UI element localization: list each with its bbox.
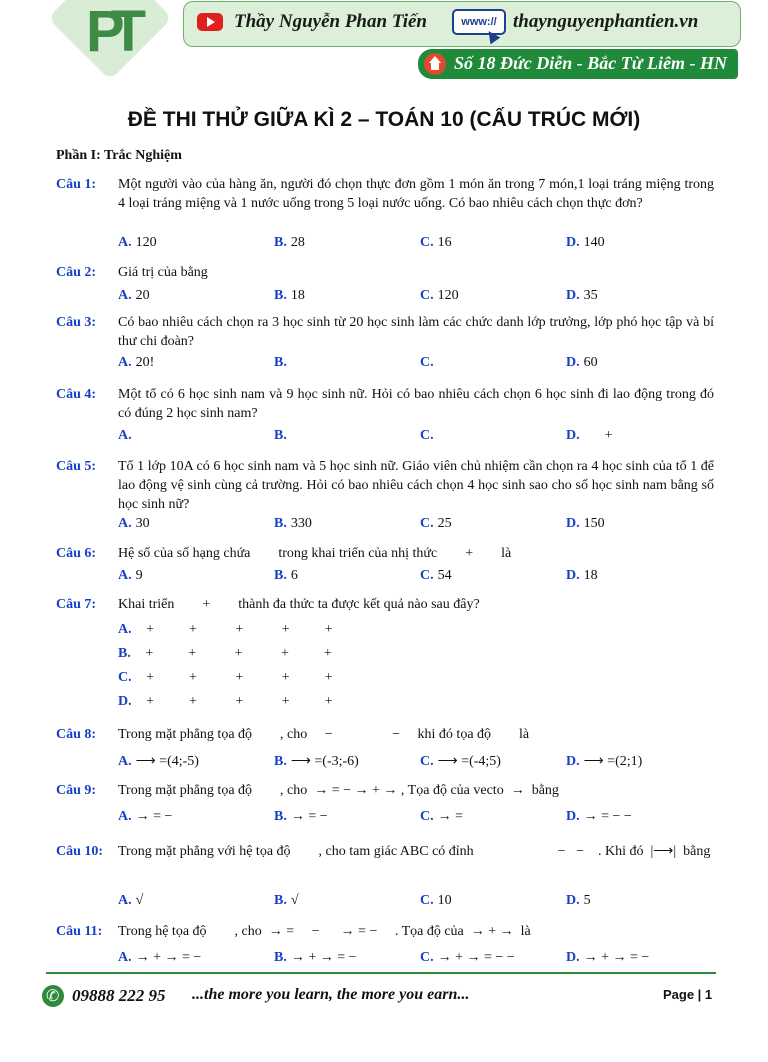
question-number: Câu 4: bbox=[56, 387, 97, 402]
option-value: 18 bbox=[290, 288, 305, 303]
option-value: 20 bbox=[135, 288, 150, 303]
question-6 bbox=[56, 544, 716, 586]
option-c[interactable] bbox=[420, 807, 463, 826]
option-letter: D. bbox=[566, 288, 580, 303]
question-number: Câu 3: bbox=[56, 315, 97, 330]
option-value: + + + + + bbox=[134, 646, 332, 661]
option-letter: D. bbox=[566, 568, 580, 583]
option-value: 60 bbox=[583, 355, 598, 370]
question-number: Câu 8: bbox=[56, 727, 97, 742]
option-value: 20! bbox=[135, 355, 155, 370]
option-d[interactable] bbox=[566, 286, 598, 305]
answer-options bbox=[118, 286, 716, 305]
logo bbox=[48, 0, 176, 88]
option-letter: C. bbox=[420, 568, 434, 583]
option-d[interactable] bbox=[118, 692, 333, 711]
option-value: 25 bbox=[437, 516, 452, 531]
option-a[interactable] bbox=[118, 807, 172, 826]
option-value: 28 bbox=[290, 235, 305, 250]
home-icon bbox=[424, 53, 446, 75]
option-letter: D. bbox=[566, 950, 580, 965]
option-letter: D. bbox=[566, 893, 580, 908]
option-value: + + + + + bbox=[135, 622, 333, 637]
question-1 bbox=[56, 175, 716, 255]
answer-options bbox=[118, 891, 716, 910]
option-letter: A. bbox=[118, 809, 132, 824]
option-letter: C. bbox=[420, 288, 434, 303]
option-value: + bbox=[583, 428, 613, 443]
option-a[interactable] bbox=[118, 353, 154, 372]
option-letter: C. bbox=[420, 235, 434, 250]
option-letter: A. bbox=[118, 893, 132, 908]
phone-icon bbox=[42, 985, 64, 1007]
question-number: Câu 9: bbox=[56, 783, 97, 798]
option-value: 9 bbox=[135, 568, 143, 583]
option-c[interactable] bbox=[420, 891, 452, 910]
answer-options bbox=[118, 752, 716, 771]
footer-divider bbox=[46, 972, 716, 974]
question-number: Câu 5: bbox=[56, 459, 97, 474]
question-text: Hệ số của số hạng chứa trong khai triển của nhị thức + là bbox=[118, 546, 512, 561]
option-letter: A. bbox=[118, 428, 132, 443]
website-link[interactable]: thaynguyenphantien.vn bbox=[513, 11, 699, 32]
question-10 bbox=[56, 842, 716, 908]
option-letter: C. bbox=[420, 355, 434, 370]
page-number: Page | 1 bbox=[663, 987, 713, 1002]
option-letter: D. bbox=[566, 516, 580, 531]
option-letter: B. bbox=[274, 516, 287, 531]
option-value: ⟶ =(4;-5) bbox=[135, 754, 199, 769]
option-b[interactable] bbox=[274, 514, 312, 533]
option-a[interactable] bbox=[118, 752, 199, 771]
option-b[interactable] bbox=[274, 353, 291, 372]
option-letter: D. bbox=[566, 428, 580, 443]
question-text: Một người vào của hàng ăn, người đó chọn thực đơn gồm 1 món ăn trong 7 món,1 loại tráng miệng trong 4 loại tráng miệng và 1 nước uống trong 5 loại nước uống. Có bao nhiêu cách chọn thực đơn? bbox=[118, 177, 714, 211]
answer-options bbox=[118, 426, 716, 445]
option-value: 35 bbox=[583, 288, 598, 303]
option-c[interactable] bbox=[118, 668, 333, 687]
option-letter: C. bbox=[420, 809, 434, 824]
question-11 bbox=[56, 922, 716, 968]
option-value: → = − bbox=[135, 809, 173, 824]
option-b[interactable] bbox=[274, 566, 298, 585]
option-d[interactable] bbox=[566, 233, 605, 252]
question-text: Trong hệ tọa độ , cho → = − → = − . Tọa độ của → + → là bbox=[118, 924, 531, 939]
option-letter: C. bbox=[420, 950, 434, 965]
option-letter: A. bbox=[118, 622, 132, 637]
option-letter: B. bbox=[274, 754, 287, 769]
option-c[interactable] bbox=[420, 233, 452, 252]
question-number: Câu 6: bbox=[56, 546, 97, 561]
option-value: 10 bbox=[437, 893, 452, 908]
option-letter: B. bbox=[274, 568, 287, 583]
question-7 bbox=[56, 595, 716, 715]
option-value: 5 bbox=[583, 893, 591, 908]
option-letter: D. bbox=[566, 235, 580, 250]
option-d[interactable] bbox=[566, 752, 642, 771]
option-value: √ bbox=[290, 893, 299, 908]
option-d[interactable] bbox=[566, 514, 605, 533]
option-value: 6 bbox=[290, 568, 298, 583]
option-value: 54 bbox=[437, 568, 452, 583]
option-letter: B. bbox=[274, 428, 287, 443]
option-d[interactable] bbox=[566, 948, 649, 967]
phone-number[interactable]: 09888 222 95 bbox=[72, 986, 166, 1005]
option-letter: C. bbox=[420, 428, 434, 443]
option-value: 16 bbox=[437, 235, 452, 250]
option-value: 140 bbox=[583, 235, 605, 250]
option-value: → = − bbox=[290, 809, 328, 824]
question-text: Trong mặt phẳng tọa độ , cho → = − → + → , Tọa độ của vecto → bằng bbox=[118, 783, 559, 798]
option-letter: D. bbox=[566, 355, 580, 370]
question-text: Khai triển + thành đa thức ta được kết quả nào sau đây? bbox=[118, 597, 480, 612]
option-letter: B. bbox=[274, 288, 287, 303]
option-d[interactable] bbox=[566, 807, 632, 826]
option-c[interactable] bbox=[420, 566, 452, 585]
option-a[interactable] bbox=[118, 948, 201, 967]
option-b[interactable] bbox=[118, 644, 332, 663]
footer-slogan: ...the more you learn, the more you earn... bbox=[192, 986, 470, 1003]
address-text: Số 18 Đức Diễn - Bắc Từ Liêm - HN bbox=[454, 53, 728, 73]
option-b[interactable] bbox=[274, 286, 305, 305]
option-c[interactable] bbox=[420, 514, 452, 533]
option-value: → = − − bbox=[583, 809, 632, 824]
option-d[interactable] bbox=[566, 566, 598, 585]
option-b[interactable] bbox=[274, 891, 299, 910]
option-letter: D. bbox=[566, 809, 580, 824]
option-value: → + → = − bbox=[290, 950, 357, 965]
answer-options bbox=[118, 353, 716, 372]
option-a[interactable] bbox=[118, 620, 333, 639]
question-3 bbox=[56, 313, 716, 375]
logo-text: PT bbox=[86, 0, 133, 64]
option-d[interactable] bbox=[566, 426, 613, 445]
question-text: Một tổ có 6 học sinh nam và 9 học sinh nữ. Hỏi có bao nhiêu cách chọn 6 học sinh đi lao động trong đó có đúng 2 học sinh nam? bbox=[118, 387, 714, 421]
option-a[interactable] bbox=[118, 426, 136, 445]
option-value: → + → = − bbox=[135, 950, 202, 965]
option-value: 330 bbox=[290, 516, 312, 531]
question-number: Câu 1: bbox=[56, 177, 97, 192]
question-text: Trong mặt phẳng với hệ tọa độ , cho tam giác ABC có đỉnh − − . Khi đó |⟶| bằng bbox=[118, 844, 711, 859]
option-a[interactable] bbox=[118, 891, 143, 910]
option-letter: D. bbox=[566, 754, 580, 769]
option-letter: A. bbox=[118, 355, 132, 370]
option-letter: B. bbox=[118, 646, 131, 661]
option-a[interactable] bbox=[118, 566, 143, 585]
option-value: ⟶ =(2;1) bbox=[583, 754, 643, 769]
question-5 bbox=[56, 457, 716, 537]
option-letter: B. bbox=[274, 355, 287, 370]
question-2 bbox=[56, 263, 716, 307]
option-a[interactable] bbox=[118, 514, 150, 533]
option-c[interactable] bbox=[420, 353, 438, 372]
option-value: 30 bbox=[135, 516, 150, 531]
option-value: + + + + + bbox=[135, 694, 333, 709]
option-d[interactable] bbox=[566, 353, 598, 372]
question-number: Câu 7: bbox=[56, 597, 97, 612]
option-value: ⟶ =(-3;-6) bbox=[290, 754, 359, 769]
option-d[interactable] bbox=[566, 891, 591, 910]
question-number: Câu 2: bbox=[56, 265, 97, 280]
option-letter: A. bbox=[118, 235, 132, 250]
option-letter: A. bbox=[118, 754, 132, 769]
answer-options bbox=[118, 566, 716, 585]
option-a[interactable] bbox=[118, 286, 150, 305]
answer-options bbox=[118, 807, 716, 826]
option-value: 120 bbox=[437, 288, 459, 303]
option-letter: B. bbox=[274, 893, 287, 908]
question-text: Giá trị của bằng bbox=[118, 265, 208, 280]
option-value: + + + + + bbox=[135, 670, 333, 685]
option-value: → + → = − bbox=[583, 950, 650, 965]
option-letter: C. bbox=[420, 754, 434, 769]
option-letter: A. bbox=[118, 568, 132, 583]
option-value: 120 bbox=[135, 235, 157, 250]
option-value: ⟶ =(-4;5) bbox=[437, 754, 501, 769]
option-letter: B. bbox=[274, 809, 287, 824]
option-value: 18 bbox=[583, 568, 598, 583]
option-value: → = bbox=[437, 809, 464, 824]
www-icon: www:// bbox=[452, 9, 506, 35]
option-letter: B. bbox=[274, 235, 287, 250]
option-value: → + → = − − bbox=[437, 950, 515, 965]
option-c[interactable] bbox=[420, 426, 438, 445]
section-heading: Phần I: Trắc Nghiệm bbox=[56, 148, 182, 163]
option-b[interactable] bbox=[274, 752, 359, 771]
option-letter: A. bbox=[118, 516, 132, 531]
question-number: Câu 10: bbox=[56, 844, 104, 859]
question-text: Có bao nhiêu cách chọn ra 3 học sinh từ 20 học sinh làm các chức danh lớp trưởng, lớp phó học tập và bí thư chi đoàn? bbox=[118, 315, 714, 349]
question-number: Câu 11: bbox=[56, 924, 103, 939]
option-value: 150 bbox=[583, 516, 605, 531]
option-b[interactable] bbox=[274, 807, 328, 826]
option-letter: B. bbox=[274, 950, 287, 965]
question-text: Trong mặt phẳng tọa độ , cho − − khi đó tọa độ là bbox=[118, 727, 530, 742]
option-letter: C. bbox=[420, 516, 434, 531]
option-letter: C. bbox=[420, 893, 434, 908]
option-letter: A. bbox=[118, 288, 132, 303]
option-c[interactable] bbox=[420, 752, 501, 771]
answer-options bbox=[118, 514, 716, 533]
answer-options bbox=[118, 233, 716, 252]
exam-title: ĐỀ THI THỬ GIỮA KÌ 2 – TOÁN 10 (CẤU TRÚC MỚI) bbox=[127, 108, 641, 131]
option-b[interactable] bbox=[274, 233, 305, 252]
option-letter: A. bbox=[118, 950, 132, 965]
option-b[interactable] bbox=[274, 948, 357, 967]
option-b[interactable] bbox=[274, 426, 291, 445]
question-9 bbox=[56, 781, 716, 825]
option-a[interactable] bbox=[118, 233, 157, 252]
question-8 bbox=[56, 725, 716, 771]
youtube-icon bbox=[197, 13, 223, 31]
question-text: Tổ 1 lớp 10A có 6 học sinh nam và 5 học sinh nữ. Giáo viên chủ nhiệm cần chọn ra 4 học sinh của tổ 1 để lao động vệ sinh cùng cả trường. Hỏi có bao nhiêu cách chọn 4 học sinh sao cho số học sinh nam bằng số học sinh nữ? bbox=[118, 459, 714, 512]
question-4 bbox=[56, 385, 716, 447]
option-value: √ bbox=[135, 893, 144, 908]
option-c[interactable] bbox=[420, 286, 459, 305]
channel-name[interactable]: Thầy Nguyễn Phan Tiến bbox=[234, 11, 427, 32]
option-letter: C. bbox=[118, 670, 132, 685]
option-letter: D. bbox=[118, 694, 132, 709]
option-c[interactable] bbox=[420, 948, 515, 967]
answer-options bbox=[118, 948, 716, 967]
